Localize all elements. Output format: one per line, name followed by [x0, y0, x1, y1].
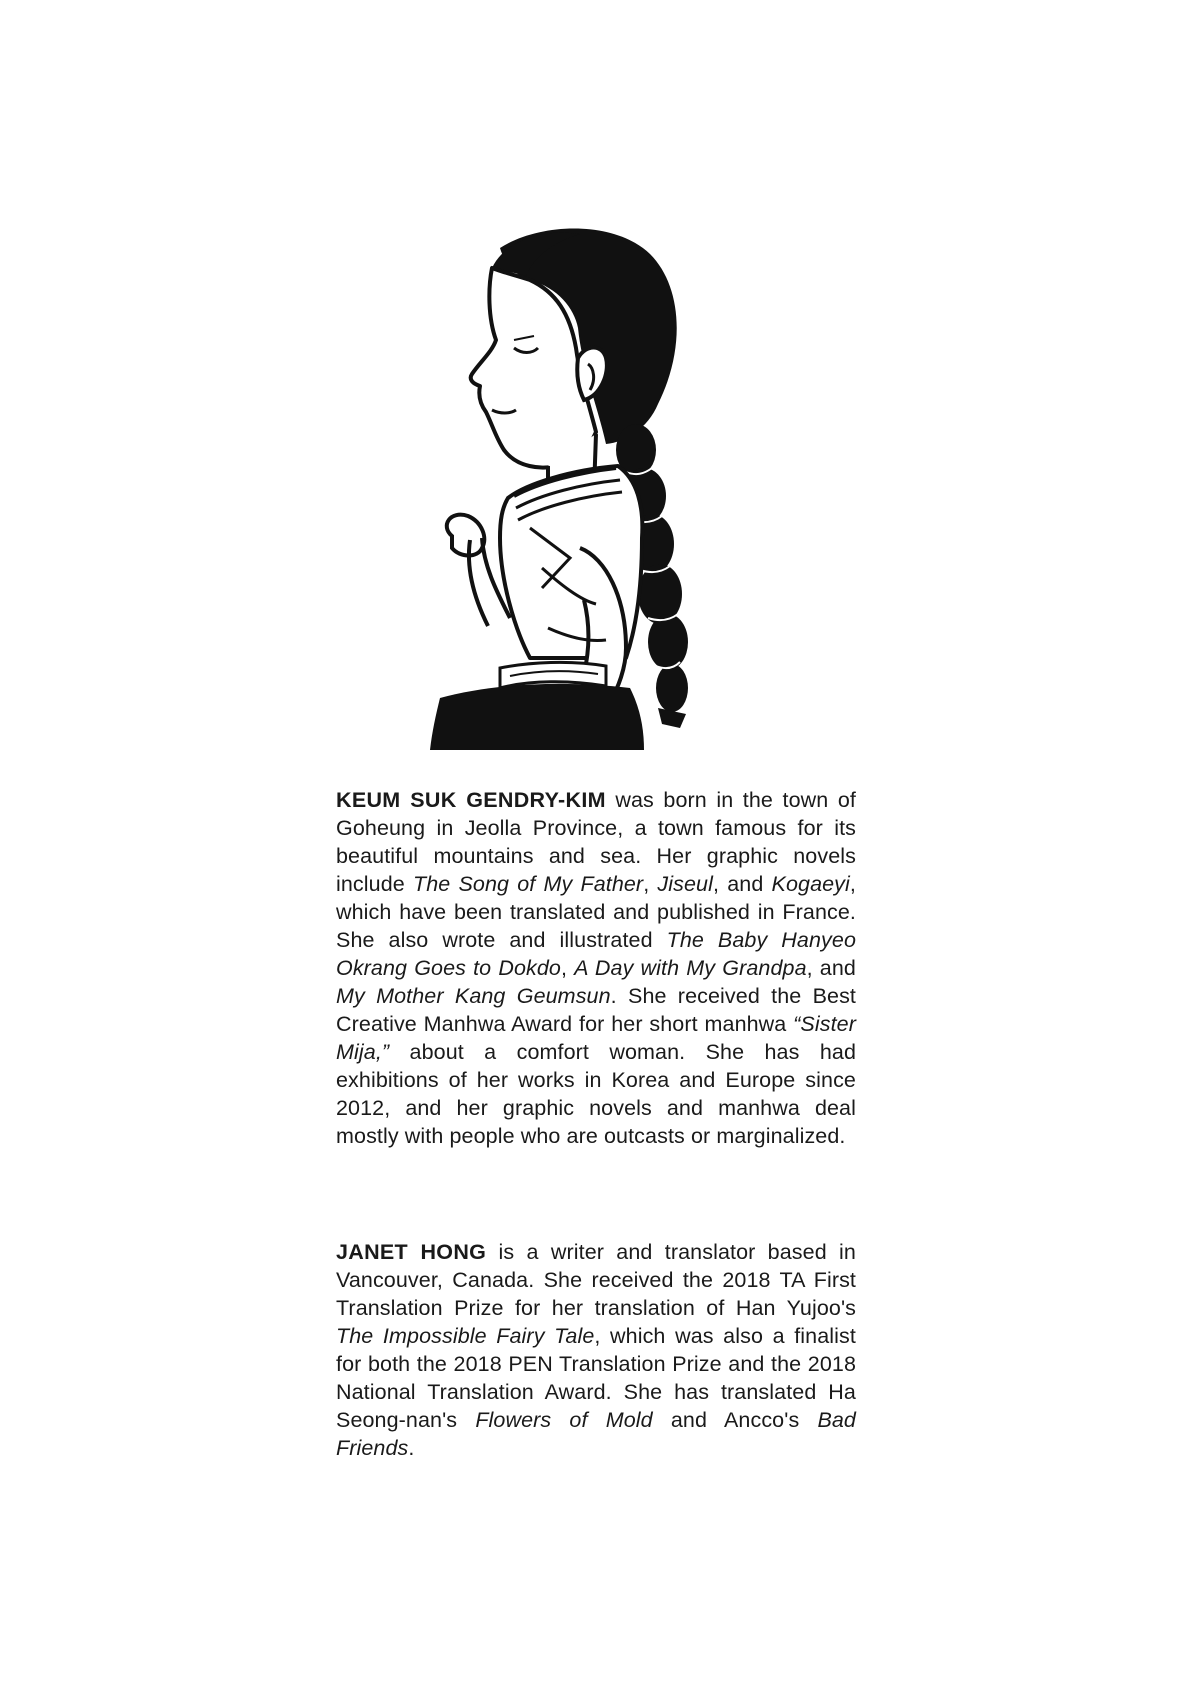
bio-text: , — [643, 872, 658, 896]
bio-text: is a writer and translator based in Vancouver, Canada. She received the 2018 TA First Translation Prize for her translation of Han Yujoo's — [336, 1240, 856, 1320]
book-title: Bad Friends — [336, 1408, 856, 1460]
translator-bio — [336, 1238, 856, 1462]
book-title: The Baby Hanyeo Okrang Goes to Dokdo — [336, 928, 857, 980]
book-title: Flowers of Mold — [475, 1408, 653, 1432]
skirt — [430, 684, 644, 750]
book-title: My Mother Kang Geumsun — [336, 984, 611, 1008]
bio-text: . — [408, 1436, 415, 1460]
book-title: Kogaeyi — [771, 872, 850, 896]
bio-text: . She received the Best Creative Manhwa Award for her short manhwa — [336, 984, 856, 1036]
bow — [447, 515, 485, 556]
author-name: KEUM SUK GENDRY-KIM — [336, 788, 606, 812]
bio-text: , and — [806, 956, 856, 980]
author-bio — [336, 786, 856, 1150]
bio-text: , and — [713, 872, 772, 896]
book-title: The Impossible Fairy Tale — [336, 1324, 595, 1348]
bio-text: about a comfort woman. She has had exhibitions of her works in Korea and Europe since 2012, and her graphic novels and manhwa deal mostly with people who are outcasts or marginalized. — [336, 1040, 856, 1148]
bio-text: , which was also a finalist for both the 2018 PEN Translation Prize and the 2018 National Translation Award. She has translated Ha Seong-nan's — [336, 1324, 856, 1432]
translator-name: JANET HONG — [336, 1240, 487, 1264]
portrait-illustration — [430, 228, 760, 750]
bio-text: , which have been translated and published in France. She also wrote and illustrated — [336, 872, 856, 952]
bio-text: and Ancco's — [652, 1408, 818, 1432]
bio-text: was born in the town of Goheung in Jeolla Province, a town famous for its beautiful mountains and sea. Her graphic novels include — [336, 788, 856, 896]
book-title: “Sister Mija,” — [336, 1012, 856, 1064]
book-title: The Song of My Father — [412, 872, 644, 896]
bio-text: , — [560, 956, 575, 980]
book-title: A Day with My Grandpa — [574, 956, 807, 980]
book-title: Jiseul — [657, 872, 713, 896]
